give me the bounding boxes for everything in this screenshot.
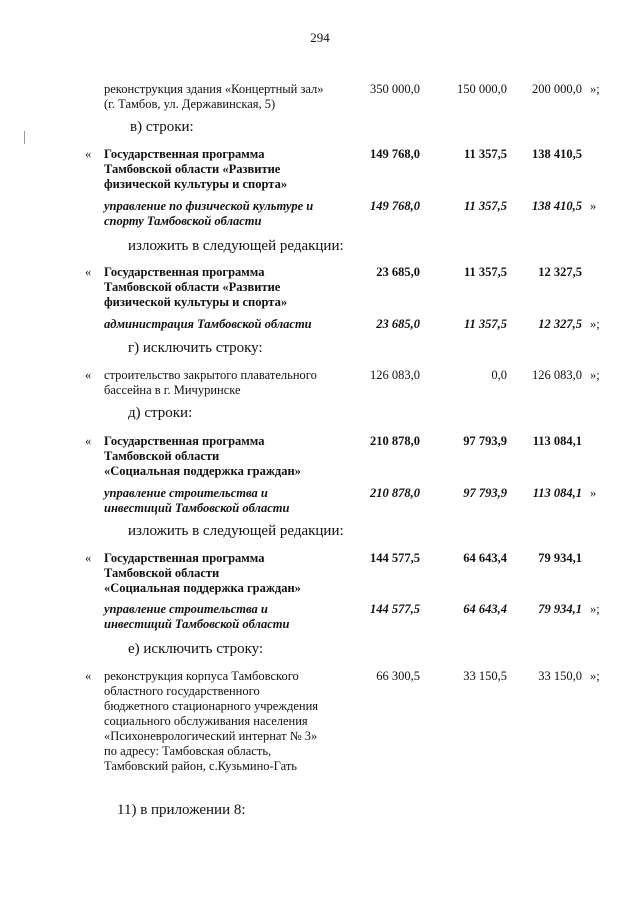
value-total: 23 685,0 [376, 265, 420, 279]
value-3: 200 000,0 [532, 82, 582, 96]
value-3: 138 410,5 [532, 199, 582, 213]
opening-quote: « [85, 551, 92, 565]
closing-quote: »; [590, 669, 600, 683]
row-name-line: Тамбовской области [104, 566, 220, 580]
page-number: 294 [310, 30, 330, 45]
value-3: 126 083,0 [532, 368, 582, 382]
opening-quote: « [85, 368, 92, 382]
value-2: 11 357,5 [463, 147, 507, 161]
row-name-line: спорту Тамбовской области [104, 214, 262, 228]
heading-edit-2: изложить в следующей редакции: [128, 523, 344, 539]
row-name-line: «Социальная поддержка граждан» [104, 464, 301, 478]
heading-g: г) исключить строку: [128, 340, 263, 356]
value-3: 12 327,5 [538, 265, 582, 279]
row-name-line: «Социальная поддержка граждан» [104, 581, 301, 595]
row-name-line: Тамбовской области «Развитие [104, 162, 281, 176]
value-total: 210 878,0 [370, 434, 420, 448]
value-3: 113 084,1 [532, 434, 582, 448]
value-2: 64 643,4 [463, 602, 507, 616]
heading-p11: 11) в приложении 8: [117, 802, 246, 818]
value-2: 0,0 [491, 368, 507, 382]
row-name-line: управление строительства и [104, 486, 268, 500]
value-3: 138 410,5 [532, 147, 582, 161]
closing-quote: »; [590, 368, 600, 382]
value-2: 11 357,5 [463, 265, 507, 279]
closing-quote: » [590, 199, 597, 213]
value-total: 350 000,0 [370, 82, 420, 96]
row-name-line: (г. Тамбов, ул. Державинская, 5) [104, 97, 276, 111]
row-name-line: Государственная программа [104, 551, 265, 565]
heading-v: в) строки: [130, 119, 194, 135]
row-name-line: физической культуры и спорта» [104, 295, 288, 309]
value-total: 149 768,0 [370, 199, 420, 213]
row-name-line: бюджетного стационарного учреждения [104, 699, 319, 713]
row-name [104, 368, 344, 398]
row-name-line: физической культуры и спорта» [104, 177, 288, 191]
row-name-line: Государственная программа [104, 434, 265, 448]
row-name-line: Тамбовский район, с.Кузьмино-Гать [104, 759, 297, 773]
row-name-line: социального обслуживания населения [104, 714, 308, 728]
value-2: 97 793,9 [463, 486, 507, 500]
row-name [104, 551, 344, 596]
value-2: 97 793,9 [463, 434, 507, 448]
row-name-line: инвестиций Тамбовской области [104, 617, 290, 631]
opening-quote: « [85, 147, 92, 161]
row-name [104, 147, 344, 192]
row-name-line: строительство закрытого плавательного [104, 368, 317, 382]
value-3: 12 327,5 [538, 317, 582, 331]
row-name-line: реконструкция здания «Концертный зал» [104, 82, 324, 96]
row-name-line: управление строительства и [104, 602, 268, 616]
closing-quote: »; [590, 82, 600, 96]
heading-d: д) строки: [128, 405, 193, 421]
row-name-line: реконструкция корпуса Тамбовского [104, 669, 299, 683]
row-name [104, 317, 344, 332]
closing-quote: »; [590, 602, 600, 616]
row-name-line: Тамбовской области [104, 449, 220, 463]
value-2: 11 357,5 [463, 199, 507, 213]
row-name-line: Государственная программа [104, 147, 265, 161]
row-name-line: инвестиций Тамбовской области [104, 501, 290, 515]
row-name [104, 669, 344, 774]
value-3: 79 934,1 [538, 551, 582, 565]
opening-quote: « [85, 434, 92, 448]
row-name [104, 82, 344, 112]
value-total: 126 083,0 [370, 368, 420, 382]
row-name [104, 434, 344, 479]
value-3: 33 150,0 [538, 669, 582, 683]
opening-quote: « [85, 669, 92, 683]
value-2: 64 643,4 [463, 551, 507, 565]
row-name-line: областного государственного [104, 684, 260, 698]
value-total: 210 878,0 [370, 486, 420, 500]
row-name-line: по адресу: Тамбовская область, [104, 744, 272, 758]
row-name [104, 486, 344, 516]
heading-edit-1: изложить в следующей редакции: [128, 238, 344, 254]
value-total: 144 577,5 [370, 551, 420, 565]
value-total: 23 685,0 [376, 317, 420, 331]
heading-e: е) исключить строку: [128, 641, 264, 657]
row-name-line: администрация Тамбовской области [104, 317, 312, 331]
row-name-line: управление по физической культуре и [104, 199, 314, 213]
row-name [104, 602, 344, 632]
row-name-line: бассейна в г. Мичуринске [104, 383, 241, 397]
row-name-line: «Психоневрологический интернат № 3» [104, 729, 318, 743]
value-2: 33 150,5 [463, 669, 507, 683]
value-3: 113 084,1 [532, 486, 582, 500]
row-name-line: Государственная программа [104, 265, 265, 279]
row-name-line: Тамбовской области «Развитие [104, 280, 281, 294]
value-total: 144 577,5 [370, 602, 420, 616]
opening-quote: « [85, 265, 92, 279]
value-3: 79 934,1 [538, 602, 582, 616]
closing-quote: » [590, 486, 597, 500]
scan-margin-mark [24, 131, 25, 144]
value-2: 150 000,0 [457, 82, 507, 96]
row-name [104, 199, 344, 229]
row-name [104, 265, 344, 310]
value-total: 149 768,0 [370, 147, 420, 161]
closing-quote: »; [590, 317, 600, 331]
value-2: 11 357,5 [463, 317, 507, 331]
value-total: 66 300,5 [376, 669, 420, 683]
